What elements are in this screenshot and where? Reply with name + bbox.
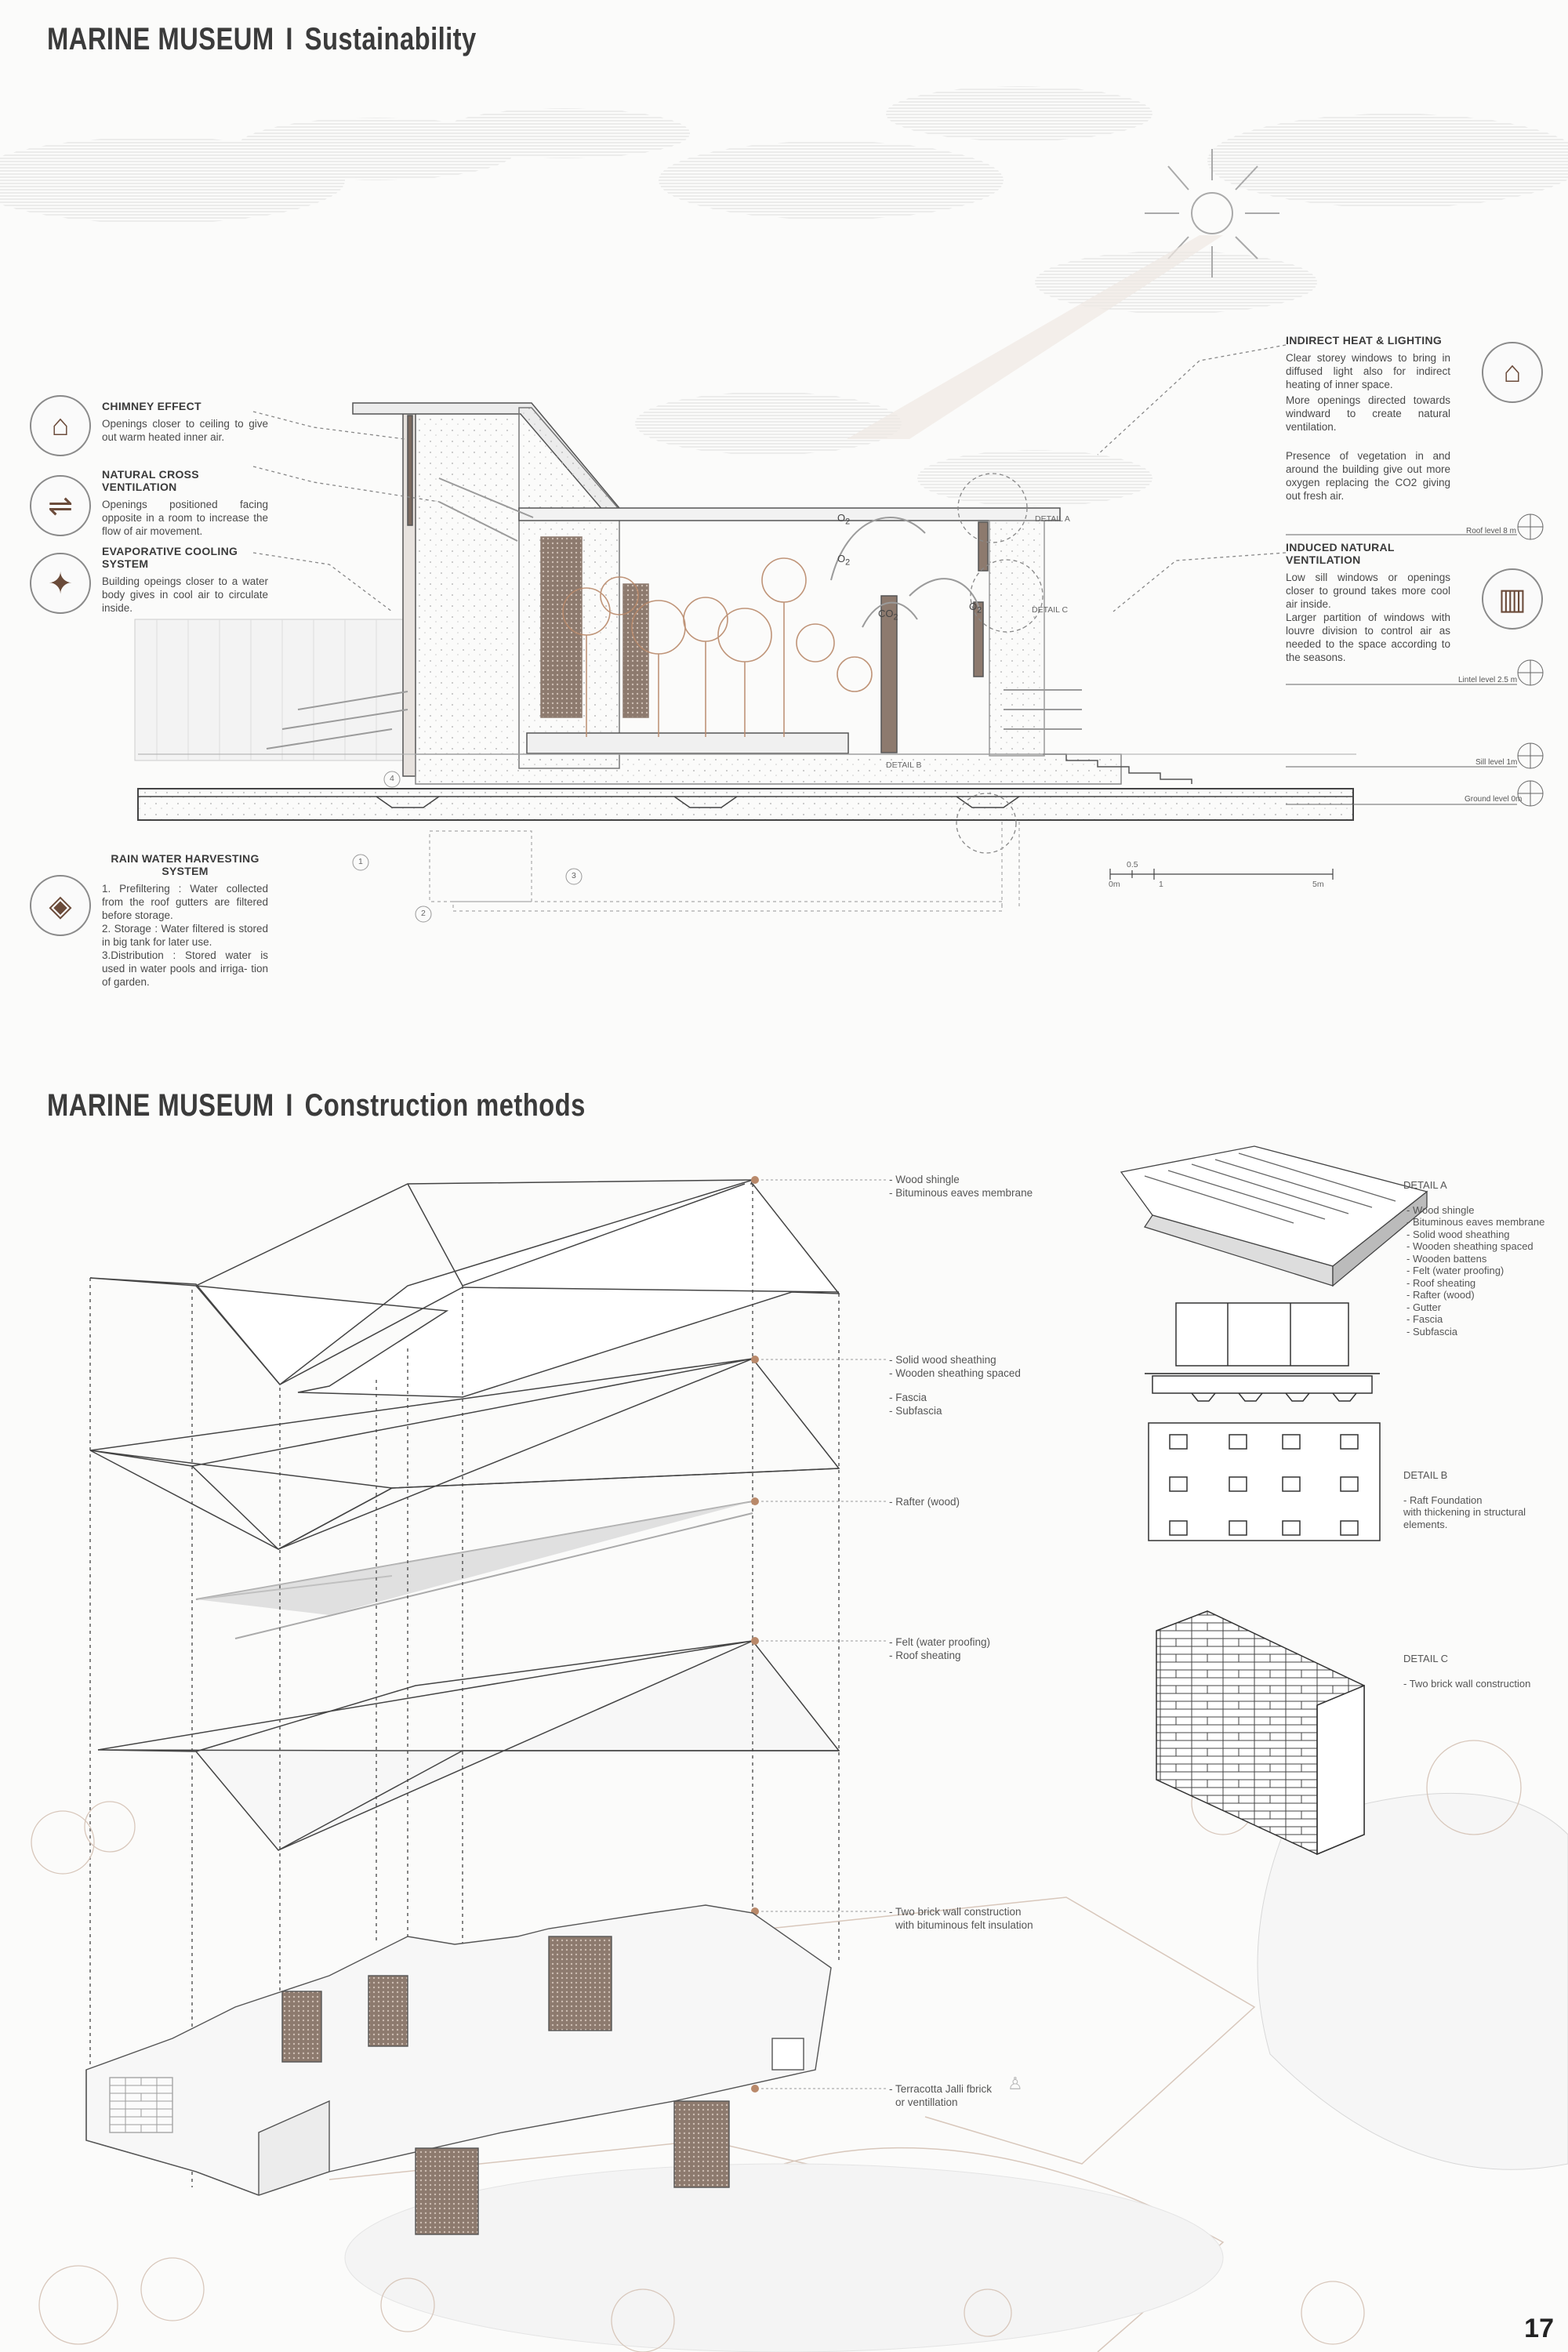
- indirect-head: INDIRECT HEAT & LIGHTING: [1286, 334, 1443, 347]
- induced-body2: Larger partition of windows with louvre division to control air as needed to the space according to the seasons.: [1286, 612, 1450, 663]
- chimney-icon: ⌂: [30, 395, 91, 456]
- o2-text: O: [837, 512, 846, 524]
- base-building: [86, 1905, 831, 2234]
- detail-a-item: - Rafter (wood): [1406, 1289, 1475, 1301]
- callout-sheathing: [889, 1353, 1021, 1417]
- cross-vent-body: Openings positioned facing opposite in a room to increase the flow of air movement.: [102, 499, 268, 537]
- cross-ventilation-icon: ⇌: [30, 475, 91, 536]
- scale-five: 5m: [1312, 880, 1324, 889]
- o2-text: O: [837, 553, 846, 564]
- cross-vent-head: NATURAL CROSS VENTILATION: [102, 468, 199, 493]
- svg-text:♙: ♙: [1007, 2074, 1023, 2093]
- evaporative-cooling-icon: ✦: [30, 553, 91, 614]
- title-main: MARINE MUSEUM: [47, 1088, 274, 1123]
- callout-line: - Fascia: [889, 1392, 927, 1403]
- rain-p2: 2. Storage : Water filtered is stored in big tank for later use.: [102, 923, 268, 948]
- detail-a-item: - Wood shingle: [1406, 1203, 1475, 1216]
- marker-4: 4: [390, 774, 394, 783]
- callout-line: - Wood shingle: [889, 1174, 960, 1185]
- callout-jalli: [889, 2082, 992, 2109]
- rain-harvest-icon: ◈: [30, 875, 91, 936]
- detail-a-drawing: [1121, 1146, 1427, 1286]
- marker-3: 3: [572, 871, 576, 880]
- detail-a-item: - Fascia: [1406, 1313, 1443, 1325]
- scale-bar: [1110, 869, 1333, 880]
- rain-p1: 1. Prefiltering : Water collected from the roof gutters are filtered before storage.: [102, 883, 268, 921]
- exploded-axonometric: [90, 1180, 839, 1850]
- o2-label-2: [837, 553, 850, 568]
- detail-c-drawing: [1156, 1611, 1364, 1854]
- window-icon: ▥: [1482, 568, 1543, 630]
- o2-label-3: [969, 601, 982, 615]
- detail-a-item: - Felt (water proofing): [1406, 1265, 1504, 1276]
- detail-c-line: - Two brick wall construction: [1403, 1677, 1531, 1690]
- callout-line: or ventillation: [895, 2096, 958, 2108]
- detail-b-line: with thickening in structural: [1403, 1506, 1526, 1518]
- detail-b-drawing: [1145, 1303, 1380, 1541]
- detail-a-list: [1403, 1179, 1544, 1338]
- marker-2: 2: [421, 909, 426, 918]
- title-separator: I: [285, 22, 293, 56]
- scale-zero: 0m: [1109, 880, 1120, 889]
- callout-line: - Solid wood sheathing: [889, 1354, 996, 1366]
- callout-line: - Subfascia: [889, 1405, 942, 1417]
- rain-note: [102, 852, 268, 989]
- chimney-note: [102, 400, 268, 444]
- detail-a-item: - Wooden sheathing spaced: [1406, 1240, 1534, 1252]
- callout-rafter: [889, 1495, 960, 1508]
- detail-a-item: - Bituminous eaves membrane: [1406, 1216, 1545, 1228]
- o2-label-1: [837, 512, 850, 527]
- sun-ray: [847, 235, 1223, 439]
- indirect-body1: Clear storey windows to bring in diffused light also for indirect heating of inner space.: [1286, 352, 1450, 390]
- callout-line: - Felt (water proofing): [889, 1636, 991, 1648]
- rain-p3: 3.Distribution : Stored water is used in water pools and irriga- tion of garden.: [102, 949, 268, 988]
- co2-sub: 2: [893, 612, 898, 622]
- callout-line: - Bituminous eaves membrane: [889, 1187, 1033, 1199]
- detail-a-item: - Roof sheating: [1406, 1276, 1476, 1289]
- chimney-head: CHIMNEY EFFECT: [102, 400, 201, 412]
- house-sun-icon: ⌂: [1482, 342, 1543, 403]
- rain-head: RAIN WATER HARVESTING SYSTEM: [111, 852, 260, 877]
- chimney-body: Openings closer to ceiling to give out warm heated inner air.: [102, 418, 268, 443]
- scale-half: 0.5: [1127, 860, 1138, 869]
- detail-c-tag: DETAIL C: [1032, 605, 1069, 615]
- detail-b-head: DETAIL B: [1403, 1469, 1448, 1481]
- co2-label: [878, 608, 898, 622]
- indirect-body2: More openings directed towards windward to create natural ventilation.: [1286, 394, 1450, 433]
- sill-level-label: Sill level 1m: [1475, 758, 1518, 767]
- page-number: 17: [1524, 2314, 1554, 2343]
- callout-line: with bituminous felt insulation: [895, 1919, 1033, 1931]
- o2-sub: 2: [845, 557, 851, 568]
- induced-vent-note: [1286, 541, 1450, 664]
- cross-vent-note: [102, 468, 268, 538]
- indirect-body3: Presence of vegetation in and around the building give out more oxygen replacing the CO2 giving out fresh air.: [1286, 450, 1450, 502]
- callout-roof-shingle: [889, 1173, 1033, 1200]
- co2-text: CO: [878, 608, 894, 619]
- scale-one: 1: [1159, 880, 1163, 889]
- detail-b-list: [1403, 1469, 1526, 1530]
- title-main: MARINE MUSEUM: [47, 22, 274, 56]
- induced-body1: Low sill windows or openings closer to ground takes more cool air inside.: [1286, 572, 1450, 610]
- detail-a-tag: DETAIL A: [1035, 514, 1070, 524]
- detail-b-line: elements.: [1403, 1518, 1448, 1530]
- lintel-level-label: Lintel level 2.5 m: [1458, 676, 1518, 684]
- detail-a-head: DETAIL A: [1403, 1179, 1447, 1191]
- o2-sub: 2: [977, 605, 982, 615]
- title-separator: I: [285, 1088, 293, 1123]
- evap-head: EVAPORATIVE COOLING SYSTEM: [102, 545, 238, 570]
- title-sub: Sustainability: [304, 22, 477, 56]
- roof-level-label: Roof level 8 m: [1466, 527, 1516, 535]
- indirect-heat-note: [1286, 334, 1450, 503]
- o2-text: O: [969, 601, 978, 612]
- detail-c-list: [1403, 1653, 1530, 1690]
- detail-c-head: DETAIL C: [1403, 1653, 1449, 1664]
- ground-level-label: Ground level 0m: [1465, 795, 1523, 804]
- callout-line: - Two brick wall construction: [889, 1906, 1022, 1918]
- detail-b-tag: DETAIL B: [886, 760, 922, 770]
- callout-brick-wall: [889, 1905, 1033, 1932]
- detail-a-item: - Solid wood sheathing: [1406, 1228, 1510, 1240]
- callout-line: - Terracotta Jalli fbrick: [889, 2083, 993, 2095]
- title-sub: Construction methods: [304, 1088, 586, 1123]
- evap-body: Building opeings closer to a water body gives in cool air to circulate inside.: [102, 575, 268, 614]
- callout-felt: [889, 1635, 990, 1662]
- o2-sub: 2: [845, 517, 851, 527]
- evap-note: [102, 545, 268, 615]
- callout-line: - Wooden sheathing spaced: [889, 1367, 1021, 1379]
- detail-a-item: - Wooden battens: [1406, 1252, 1487, 1265]
- detail-b-line: - Raft Foundation: [1403, 1494, 1483, 1506]
- callout-line: - Rafter (wood): [889, 1496, 960, 1508]
- detail-a-item: - Subfascia: [1406, 1325, 1458, 1338]
- detail-a-item: - Gutter: [1406, 1301, 1442, 1313]
- marker-1: 1: [358, 857, 363, 866]
- induced-head: INDUCED NATURAL VENTILATION: [1286, 541, 1395, 566]
- neighbour-block: [135, 619, 409, 760]
- callout-line: - Roof sheating: [889, 1650, 961, 1661]
